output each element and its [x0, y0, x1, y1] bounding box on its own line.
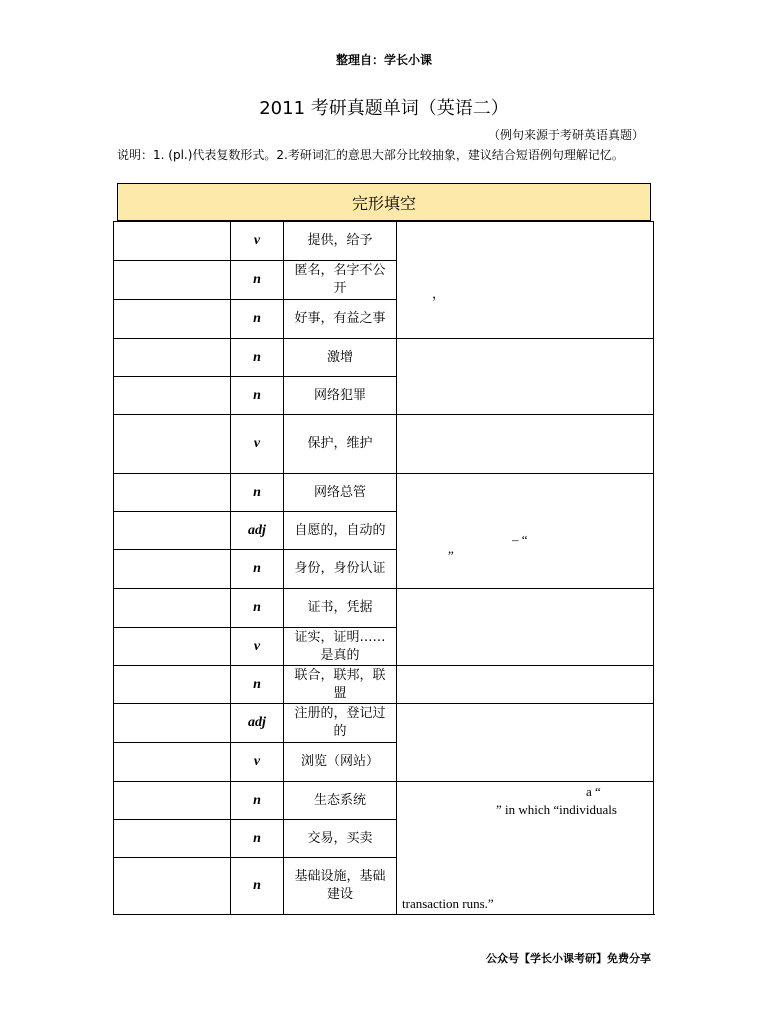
meaning-cell: 激增 — [283, 338, 396, 376]
word-cell — [113, 473, 230, 511]
word-cell — [113, 299, 230, 338]
example-cell — [396, 588, 654, 665]
meaning-cell: 好事，有益之事 — [283, 299, 396, 338]
meaning-cell: 生态系统 — [283, 781, 396, 819]
example-cell — [396, 703, 654, 781]
word-cell — [113, 665, 230, 703]
word-cell — [113, 857, 230, 914]
example-cell — [396, 665, 654, 703]
section-header: 完形填空 — [117, 183, 651, 221]
word-cell — [113, 819, 230, 857]
pos-cell: n — [230, 473, 283, 511]
word-cell — [113, 549, 230, 588]
pos-cell: n — [230, 588, 283, 627]
meaning-cell: 自愿的，自动的 — [283, 511, 396, 549]
pos-cell: n — [230, 338, 283, 376]
example-fragment: ” in which “individuals — [496, 802, 617, 817]
example-cell — [396, 473, 654, 588]
example-cell — [396, 221, 654, 338]
pos-cell: n — [230, 857, 283, 914]
example-cell — [396, 414, 654, 473]
word-cell — [113, 414, 230, 473]
example-fragment: – “ — [512, 532, 528, 547]
pos-cell: adj — [230, 703, 283, 742]
word-cell — [113, 627, 230, 665]
pos-cell: n — [230, 549, 283, 588]
pos-cell: v — [230, 221, 283, 260]
example-fragment: a “ — [586, 784, 601, 799]
pos-cell: v — [230, 414, 283, 473]
meaning-cell: 注册的，登记过的 — [283, 703, 396, 742]
pos-cell: v — [230, 627, 283, 665]
pos-cell: adj — [230, 511, 283, 549]
meaning-cell: 证书，凭据 — [283, 588, 396, 627]
word-cell — [113, 781, 230, 819]
pos-cell: n — [230, 781, 283, 819]
word-cell — [113, 511, 230, 549]
word-cell — [113, 221, 230, 260]
pos-cell: n — [230, 299, 283, 338]
footer-credit: 公众号【学长小课考研】免费分享 — [486, 952, 651, 965]
instructions-note: 说明：1. (pl.)代表复数形式。2.考研词汇的意思大部分比较抽象，建议结合短语例句理解记忆。 — [117, 148, 624, 162]
meaning-cell: 保护，维护 — [283, 414, 396, 473]
word-cell — [113, 260, 230, 299]
example-fragment: transaction runs.” — [402, 896, 494, 911]
example-cell — [396, 781, 654, 914]
example-source-note: （例句来源于考研英语真题） — [487, 128, 644, 142]
meaning-cell: 网络总管 — [283, 473, 396, 511]
meaning-cell: 提供，给予 — [283, 221, 396, 260]
pos-cell: v — [230, 742, 283, 781]
meaning-cell: 证实，证明……是真的 — [283, 627, 396, 665]
meaning-cell: 交易，买卖 — [283, 819, 396, 857]
table-bottom-border — [113, 914, 655, 915]
pos-cell: n — [230, 665, 283, 703]
meaning-cell: 匿名，名字不公开 — [283, 260, 396, 299]
word-cell — [113, 338, 230, 376]
example-fragment: ” — [448, 548, 454, 563]
word-cell — [113, 588, 230, 627]
word-cell — [113, 742, 230, 781]
meaning-cell: 浏览（网站） — [283, 742, 396, 781]
example-fragment: ， — [432, 286, 446, 301]
meaning-cell: 身份，身份认证 — [283, 549, 396, 588]
pos-cell: n — [230, 376, 283, 414]
page-title: 2011 考研真题单词（英语二） — [259, 98, 509, 119]
meaning-cell: 基础设施，基础建设 — [283, 857, 396, 914]
word-cell — [113, 703, 230, 742]
word-cell — [113, 376, 230, 414]
pos-cell: n — [230, 260, 283, 299]
example-cell — [396, 338, 654, 414]
source-header: 整理自：学长小课 — [335, 53, 432, 67]
meaning-cell: 网络犯罪 — [283, 376, 396, 414]
meaning-cell: 联合，联邦，联盟 — [283, 665, 396, 703]
pos-cell: n — [230, 819, 283, 857]
